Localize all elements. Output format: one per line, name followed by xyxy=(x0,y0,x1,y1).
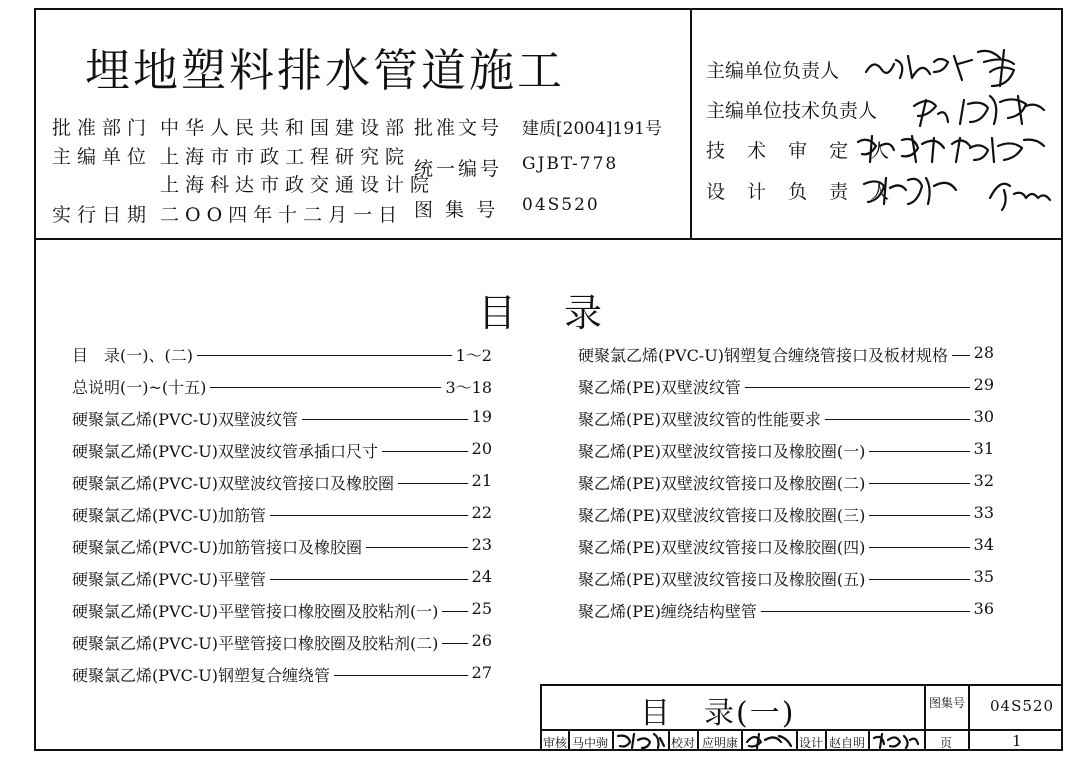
page-number: 1 xyxy=(1012,732,1022,750)
design-head-label: 设 计 负 责 人 xyxy=(706,181,898,203)
toc-entry-title: 聚乙烯(PE)双壁波纹管接口及橡胶圈(二) xyxy=(578,474,866,493)
drawing-title: 目 录(一) xyxy=(640,696,796,731)
toc-entry-page: 31 xyxy=(973,439,994,458)
unit-head-signature xyxy=(858,42,1058,92)
toc-entry-page: 35 xyxy=(973,567,994,586)
toc-entry-title: 聚乙烯(PE)缠绕结构壁管 xyxy=(578,602,757,621)
toc-entry-page: 29 xyxy=(973,375,994,394)
approve-doc-label: 批准文号 xyxy=(414,117,503,139)
toc-entry-leader xyxy=(210,387,441,388)
toc-entry-leader xyxy=(382,451,468,452)
toc-entry-title: 硬聚氯乙烯(PVC-U)平壁管接口橡胶圈及胶粘剂(一) xyxy=(72,602,439,621)
toc-entry-page: 33 xyxy=(973,503,994,522)
toc-entry-leader xyxy=(197,355,452,356)
toc-entry-page: 25 xyxy=(471,599,492,618)
reviewer-signature xyxy=(614,730,668,751)
toc-entry xyxy=(578,599,994,623)
checker-signature xyxy=(743,730,796,751)
toc-entry-leader xyxy=(334,675,468,676)
toc-entry-page: 32 xyxy=(973,471,994,490)
toc-entry-page: 26 xyxy=(471,631,492,650)
toc-entry xyxy=(72,439,492,463)
page-label: 页 xyxy=(940,736,953,750)
title-block-cell-divider xyxy=(825,729,827,751)
toc-entry-leader xyxy=(442,611,468,612)
toc-entry-leader xyxy=(869,579,970,580)
tech-reviewer-label: 技 术 审 定 人 xyxy=(706,140,898,162)
toc-entry-leader xyxy=(869,483,970,484)
toc-entry-leader xyxy=(869,515,970,516)
toc-entry-leader xyxy=(366,547,468,548)
toc-entry xyxy=(578,375,994,399)
designer-name: 赵自明 xyxy=(829,736,866,750)
toc-heading-char-1: 目 xyxy=(478,291,517,335)
toc-entry-leader xyxy=(270,515,468,516)
effective-date-value: 二OO四年十二月一日 xyxy=(160,204,404,226)
toc-entry-page: 30 xyxy=(973,407,994,426)
toc-entry-leader xyxy=(270,579,468,580)
toc-heading-char-2: 录 xyxy=(564,291,603,335)
toc-entry-title: 聚乙烯(PE)双壁波纹管接口及橡胶圈(四) xyxy=(578,538,866,557)
toc-entry-title: 目 录(一)、(二) xyxy=(72,346,193,365)
toc-entry-title: 硬聚氯乙烯(PVC-U)加筋管接口及橡胶圈 xyxy=(72,538,362,557)
toc-entry-leader xyxy=(442,643,468,644)
toc-entry-page: 24 xyxy=(471,567,492,586)
toc-entry xyxy=(578,471,994,495)
toc-entry xyxy=(578,407,994,431)
effective-date-label: 实行日期 xyxy=(52,204,153,226)
toc-entry-page: 36 xyxy=(973,599,994,618)
toc-entry xyxy=(578,535,994,559)
toc-entry-title: 硬聚氯乙烯(PVC-U)加筋管 xyxy=(72,506,266,525)
toc-entry-title: 硬聚氯乙烯(PVC-U)平壁管接口橡胶圈及胶粘剂(二) xyxy=(72,634,439,653)
toc-entry xyxy=(72,375,492,399)
atlas-no-label: 图 集 号 xyxy=(414,199,499,221)
toc-entry-title: 硬聚氯乙烯(PVC-U)平壁管 xyxy=(72,570,266,589)
designer-signature xyxy=(870,730,922,751)
toc-entry-title: 硬聚氯乙烯(PVC-U)钢塑复合缠绕管 xyxy=(72,666,330,685)
reviewer-name: 马中驹 xyxy=(572,736,609,750)
toc-entry-title: 聚乙烯(PE)双壁波纹管 xyxy=(578,378,741,397)
design-head-signature xyxy=(858,168,1058,218)
unit-head-label: 主编单位负责人 xyxy=(706,60,840,82)
toc-entry-title: 聚乙烯(PE)双壁波纹管接口及橡胶圈(三) xyxy=(578,506,866,525)
editor-unit-label: 主编单位 xyxy=(52,146,153,168)
atlas-no-value: 04S520 xyxy=(522,195,600,215)
toc-entry-page: 20 xyxy=(471,439,492,458)
toc-entry xyxy=(578,567,994,591)
editor-unit-value-1: 上海市市政工程研究院 xyxy=(160,146,411,168)
toc-entry-leader xyxy=(745,387,970,388)
atlas-title: 埋地塑料排水管道施工 xyxy=(85,44,566,97)
title-block-cell-divider xyxy=(568,729,570,751)
toc-entry xyxy=(578,343,994,367)
toc-entry xyxy=(72,471,492,495)
unified-no-value: GJBT-778 xyxy=(522,154,619,174)
tech-reviewer-signature xyxy=(852,128,1057,173)
review-label: 审核 xyxy=(543,736,568,750)
editor-unit-value-2: 上海科达市政交通设计院 xyxy=(160,174,436,196)
atlas-no-label-small: 图集号 xyxy=(929,696,966,710)
toc-entry-leader xyxy=(302,419,468,420)
title-block-cell-divider xyxy=(796,729,798,751)
toc-entry-page: 1～2 xyxy=(455,346,492,365)
title-block-col-divider xyxy=(924,684,926,751)
toc-entry xyxy=(578,503,994,527)
toc-entry xyxy=(72,599,492,623)
toc-entry-title: 硬聚氯乙烯(PVC-U)双壁波纹管接口及橡胶圈 xyxy=(72,474,394,493)
approve-dept-label: 批准部门 xyxy=(52,117,153,139)
toc-entry-title: 聚乙烯(PE)双壁波纹管接口及橡胶圈(五) xyxy=(578,570,866,589)
toc-heading xyxy=(478,282,602,337)
unified-no-label: 统一编号 xyxy=(414,158,503,180)
toc-entry-title: 聚乙烯(PE)双壁波纹管的性能要求 xyxy=(578,410,821,429)
toc-entry xyxy=(72,631,492,655)
design-label: 设计 xyxy=(799,736,824,750)
toc-entry-title: 硬聚氯乙烯(PVC-U)钢塑复合缠绕管接口及板材规格 xyxy=(578,346,948,365)
toc-entry-leader xyxy=(398,483,468,484)
toc-entry xyxy=(72,407,492,431)
toc-entry-leader xyxy=(869,547,970,548)
toc-entry xyxy=(72,503,492,527)
toc-entry-page: 28 xyxy=(973,343,994,362)
header-divider xyxy=(34,238,1063,240)
toc-entry-page: 23 xyxy=(471,535,492,554)
toc-entry-page: 27 xyxy=(471,663,492,682)
approve-dept-value: 中华人民共和国建设部 xyxy=(160,117,411,139)
toc-entry-title: 聚乙烯(PE)双壁波纹管接口及橡胶圈(一) xyxy=(578,442,866,461)
toc-entry-page: 3～18 xyxy=(445,378,492,397)
title-block-cell-divider xyxy=(697,729,699,751)
toc-entry xyxy=(72,567,492,591)
check-label: 校对 xyxy=(671,736,696,750)
header-vertical-divider xyxy=(690,8,692,239)
toc-entry xyxy=(72,663,492,687)
atlas-no-value-small: 04S520 xyxy=(990,697,1054,715)
toc-entry-title: 硬聚氯乙烯(PVC-U)双壁波纹管 xyxy=(72,410,298,429)
toc-entry-title: 总说明(一)~(十五) xyxy=(72,378,207,397)
toc-entry-page: 21 xyxy=(471,471,492,490)
checker-name: 应明康 xyxy=(702,736,739,750)
toc-entry-page: 34 xyxy=(973,535,994,554)
title-block-col-divider xyxy=(968,684,970,751)
toc-entry-leader xyxy=(761,611,970,612)
toc-entry-leader xyxy=(869,451,970,452)
toc-entry-title: 硬聚氯乙烯(PVC-U)双壁波纹管承插口尺寸 xyxy=(72,442,378,461)
toc-entry xyxy=(578,439,994,463)
tech-head-label: 主编单位技术负责人 xyxy=(706,100,878,122)
toc-entry-page: 22 xyxy=(471,503,492,522)
toc-entry-leader xyxy=(825,419,970,420)
toc-entry xyxy=(72,535,492,559)
toc-entry-leader xyxy=(952,355,970,356)
toc-entry xyxy=(72,343,492,367)
title-block-cell-divider xyxy=(668,729,670,751)
approve-doc-value: 建质[2004]191号 xyxy=(522,119,662,139)
toc-entry-page: 19 xyxy=(471,407,492,426)
